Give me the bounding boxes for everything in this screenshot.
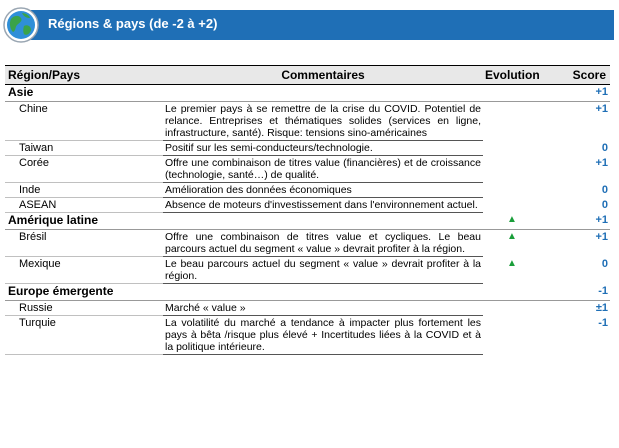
comment-cell: Positif sur les semi-conducteurs/technologie.: [163, 141, 483, 156]
evolution-cell: [483, 198, 541, 213]
country-name: Brésil: [5, 230, 163, 257]
comment-cell: [163, 85, 483, 102]
comment-cell: La volatilité du marché a tendance à impacter plus fortement les pays à bêta /risque plus élevé + Incertitudes liées à la COVID et à la politique intérieure.: [165, 317, 481, 353]
score-cell: -1: [541, 284, 610, 301]
country-name: Corée: [5, 156, 163, 183]
triangle-up-icon: ▲: [507, 231, 517, 242]
column-header-region: Région/Pays: [5, 66, 163, 85]
country-row: [5, 156, 610, 183]
evolution-cell: [483, 284, 541, 301]
score-cell: +1: [595, 103, 608, 115]
triangle-up-icon: ▲: [507, 257, 517, 269]
score-cell: ±1: [595, 302, 608, 314]
evolution-cell: [483, 85, 541, 102]
score-cell: +1: [541, 213, 610, 230]
score-cell: 0: [601, 141, 608, 154]
comment-cell: Marché « value »: [163, 301, 483, 316]
country-row: [5, 301, 610, 316]
globe-icon: [2, 6, 40, 44]
country-row: [5, 257, 610, 284]
region-row: [5, 213, 610, 230]
country-name: ASEAN: [5, 198, 163, 213]
score-cell: -1: [598, 316, 608, 329]
score-cell: 0: [601, 257, 608, 270]
country-row: [5, 230, 610, 257]
column-header-score: Score: [541, 66, 610, 85]
comment-cell: Absence de moteurs d'investissement dans l'environnement actuel.: [163, 198, 483, 213]
evolution-cell: [483, 183, 541, 198]
comment-cell: Amélioration des données économiques: [163, 183, 483, 198]
score-cell: 0: [601, 183, 608, 196]
country-name: Taiwan: [5, 141, 163, 156]
country-name: Russie: [5, 301, 163, 316]
country-name: Chine: [5, 102, 163, 141]
column-header-evolution: Evolution: [483, 66, 541, 85]
evolution-cell: [483, 102, 541, 141]
score-cell: 0: [601, 198, 608, 211]
country-row: [5, 141, 610, 156]
region-name: Amérique latine: [5, 213, 163, 230]
region-row: [5, 284, 610, 301]
comment-cell: Offre une combinaison de titres value et cycliques. Le beau parcours actuel du segment « value » devrait profiter à la région.: [165, 231, 481, 255]
comment-cell: Le premier pays à se remettre de la crise du COVID. Potentiel de relance. Entreprises et thématiques solides (services en ligne, infrastructure, santé). Risque: tensions sino-américaines: [165, 103, 481, 139]
region-row: [5, 85, 610, 102]
region-name: Europe émergente: [5, 284, 163, 301]
evolution-cell: [483, 141, 541, 156]
evolution-cell: [483, 156, 541, 183]
score-cell: +1: [595, 231, 608, 243]
country-name: Turquie: [5, 316, 163, 355]
country-row: [5, 316, 610, 355]
regions-table: [5, 65, 610, 355]
comment-cell: Le beau parcours actuel du segment « value » devrait profiter à la région.: [165, 258, 481, 282]
score-cell: +1: [541, 85, 610, 102]
country-name: Inde: [5, 183, 163, 198]
evolution-cell: [483, 301, 541, 316]
country-row: [5, 198, 610, 213]
comment-cell: [163, 213, 483, 230]
country-name: Mexique: [5, 257, 163, 284]
triangle-up-icon: ▲: [483, 213, 541, 230]
comment-cell: [163, 284, 483, 301]
column-header-comments: Commentaires: [163, 66, 483, 85]
region-name: Asie: [5, 85, 163, 102]
comment-cell: Offre une combinaison de titres value (financières) et de croissance (technologie, santé…) de qualité.: [165, 157, 481, 181]
country-row: [5, 102, 610, 141]
country-row: [5, 183, 610, 198]
evolution-cell: [483, 316, 541, 355]
score-cell: +1: [595, 156, 608, 169]
page-title: Régions & pays (de -2 à +2): [48, 16, 218, 31]
table-header-row: [5, 66, 610, 85]
section-header: [0, 6, 614, 42]
